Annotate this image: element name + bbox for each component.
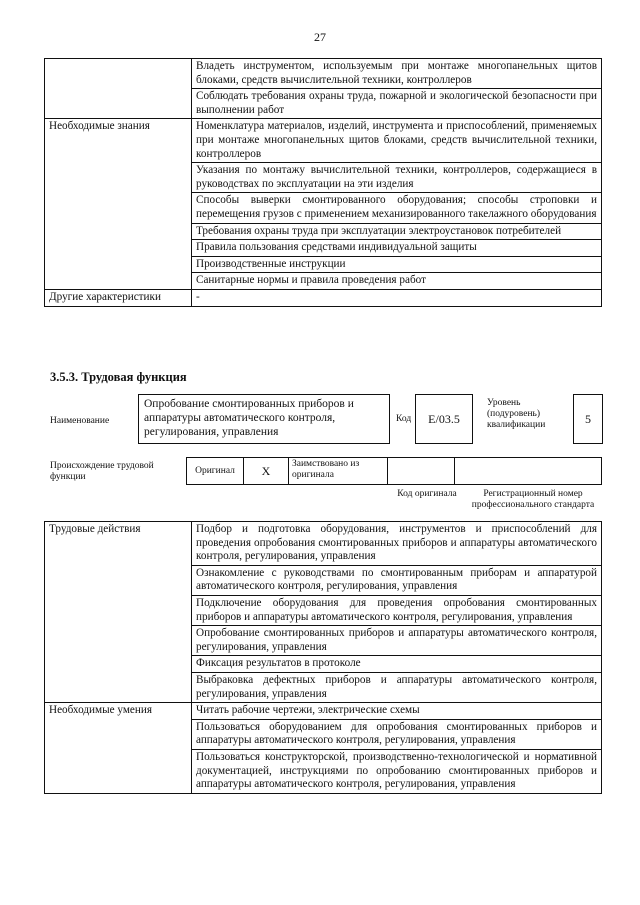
section-title: 3.5.3. Трудовая функция (50, 370, 187, 384)
row-label: Трудовые действия (45, 522, 192, 703)
reg-number-cell (454, 457, 602, 485)
code-original-label: Код оригинала (397, 489, 457, 499)
name-label: Наименование (50, 416, 110, 426)
code-label: Код (396, 414, 412, 424)
row-value: Фиксация результатов в протоколе (192, 656, 602, 673)
row-value: Опробование смонтированных приборов и аппаратуры автоматического контроля, регулирования, управления (192, 626, 602, 656)
function-name-box: Опробование смонтированных приборов и аппаратуры автоматического контроля, регулирования, управления (138, 394, 390, 444)
table-row (45, 119, 602, 163)
row-value: Подключение оборудования для проведения опробования смонтированных приборов и аппаратуры автоматического контроля, регулирования, управления (192, 595, 602, 625)
function-code-box: E/03.5 (415, 394, 473, 444)
origin-label: Происхождение трудовой функции (50, 461, 154, 482)
original-code-cell (387, 457, 455, 485)
row-label: Необходимые умения (45, 703, 192, 794)
row-value: Требования охраны труда при эксплуатации электроустановок потребителей (192, 223, 602, 240)
row-value: Санитарные нормы и правила проведения работ (192, 273, 602, 290)
table-row (45, 289, 602, 306)
row-value: Номенклатура материалов, изделий, инструмента и приспособлений, применяемых при монтаже многопанельных щитов блоками, средств вычислительной техники, контроллеров (192, 119, 602, 163)
row-value: Правила пользования средствами индивидуальной защиты (192, 240, 602, 257)
row-value: Владеть инструментом, используемым при монтаже многопанельных щитов блоками, средств вычислительной техники, контроллеров (192, 59, 602, 89)
row-value: Выбраковка дефектных приборов и аппаратуры автоматического контроля, регулирования, управления (192, 672, 602, 702)
row-value: Способы выверки смонтированного оборудования; способы строповки и перемещения грузов с применением механизированного такелажного оборудования (192, 193, 602, 223)
level-label: Уровень (подуровень) квалификации (487, 398, 546, 430)
skills-knowledge-table (44, 58, 602, 307)
row-value: Пользоваться оборудованием для опробования смонтированных приборов и аппаратуры автоматического контроля, регулирования, управления (192, 719, 602, 749)
row-value: Производственные инструкции (192, 256, 602, 273)
row-label: Необходимые знания (45, 119, 192, 290)
table-row (45, 522, 602, 566)
original-label: Оригинал (186, 457, 244, 485)
row-label (45, 59, 192, 119)
row-value: Ознакомление с руководствами по смонтированным приборам и аппаратурой автоматического контроля, регулирования, управления (192, 565, 602, 595)
row-value: Читать рабочие чертежи, электрические схемы (192, 703, 602, 720)
row-value: Соблюдать требования охраны труда, пожарной и экологической безопасности при выполнении работ (192, 89, 602, 119)
original-mark: X (243, 457, 289, 485)
borrowed-label: Заимствовано из оригинала (288, 457, 388, 485)
origin-row (186, 457, 602, 485)
page-number: 27 (314, 30, 326, 44)
row-value: - (192, 289, 602, 306)
row-value: Подбор и подготовка оборудования, инструментов и приспособлений для проведения опробования смонтированных приборов и аппаратуры автоматического контроля, регулирования, управления (192, 522, 602, 566)
actions-skills-table (44, 521, 602, 794)
row-value: Пользоваться конструкторской, производственно-технологической и нормативной документацией, инструкциями по опробованию смонтированных приборов и аппаратуры автоматического контроля, регулирования, управления (192, 749, 602, 793)
table-row (45, 59, 602, 89)
row-label: Другие характеристики (45, 289, 192, 306)
reg-number-label: Регистрационный номер профессионального стандарта (471, 489, 595, 510)
table-row (45, 703, 602, 720)
level-value-box: 5 (573, 394, 603, 444)
row-value: Указания по монтажу вычислительной техники, контроллеров, содержащиеся в руководствах по эксплуатации на эти изделия (192, 163, 602, 193)
